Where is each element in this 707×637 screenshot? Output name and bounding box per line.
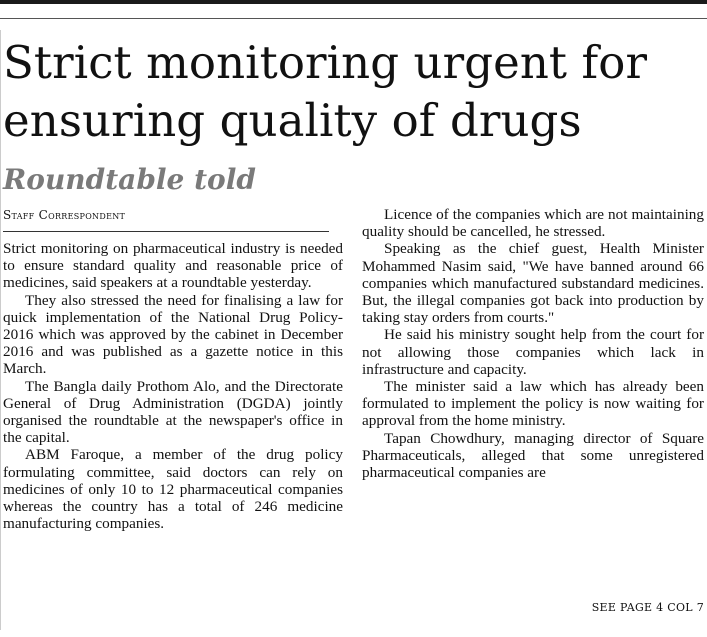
subhead: Roundtable told xyxy=(3,163,256,196)
paragraph: Strict monitoring on pharmaceutical industry is needed to ensure standard quality and reasonable price of medicines, said speakers at a roundtable yesterday. xyxy=(3,240,343,292)
paragraph: They also stressed the need for finalising a law for quick implementation of the National Drug Policy-2016 which was approved by the cabinet in December 2016 and was published as a gazette notice in this March. xyxy=(3,291,343,378)
paragraph: The Bangla daily Prothom Alo, and the Directorate General of Drug Administration (DGDA) jointly organised the roundtable at the newspaper's office in the capital. xyxy=(3,377,343,447)
paragraph: He said his ministry sought help from the court for not allowing those companies which lack in infrastructure and capacity. xyxy=(362,326,704,378)
paragraph: The minister said a law which has already been formulated to implement the policy is now waiting for approval from the home ministry. xyxy=(362,378,704,430)
byline-rule xyxy=(3,231,329,232)
top-border-strip xyxy=(0,0,707,4)
paragraph: Tapan Chowdhury, managing director of Square Pharmaceuticals, alleged that some unregistered pharmaceutical companies are xyxy=(362,429,704,482)
article-column-right xyxy=(362,206,704,481)
headline: Strict monitoring urgent for ensuring quality of drugs xyxy=(3,36,648,147)
top-rule xyxy=(0,18,707,19)
left-margin-rule xyxy=(0,30,1,630)
continuation-jump-line: SEE PAGE 4 COL 7 xyxy=(591,601,704,614)
paragraph: ABM Faroque, a member of the drug policy formulating committee, said doctors can rely on medicines of only 10 to 12 pharmaceutical companies whereas the country has a total of 246 medicine manufacturing companies. xyxy=(3,446,343,533)
paragraph: Speaking as the chief guest, Health Minister Mohammed Nasim said, "We have banned around 66 companies which manufactured substandard medicines. But, the illegal companies got back into production by taking stay orders from courts." xyxy=(362,240,704,327)
article-column-left xyxy=(3,240,343,532)
paragraph: Licence of the companies which are not maintaining quality should be cancelled, he stressed. xyxy=(362,206,704,241)
byline: Staff Correspondent xyxy=(3,208,126,222)
